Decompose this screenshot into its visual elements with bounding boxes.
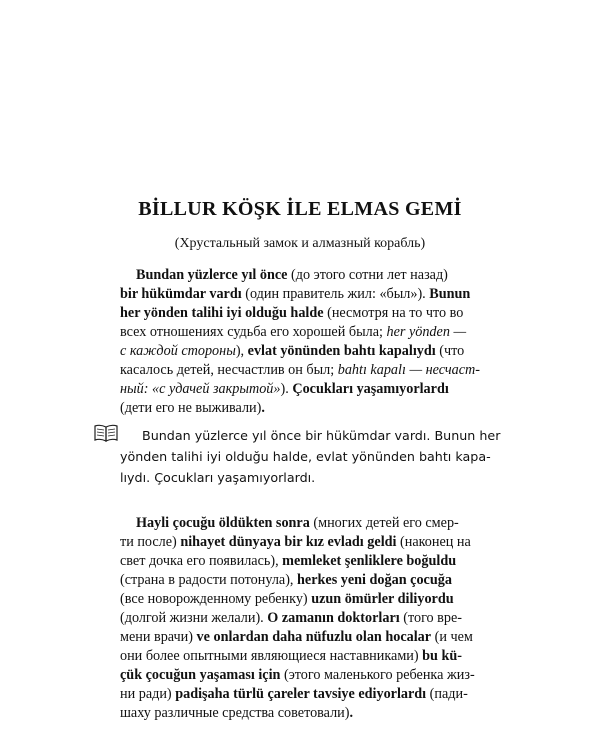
text-line (120, 666, 480, 685)
gloss-text: (долгой жизни желали). (120, 610, 268, 626)
gloss-text: всех отношениях судьба его хорошей была; (120, 324, 387, 340)
bold-text: bir hükümdar vardı (120, 286, 242, 302)
gloss-text: (что (435, 343, 465, 359)
gloss-text: они более опытными являющиеся наставниками) (120, 648, 423, 664)
text-line (120, 285, 480, 304)
text-line (120, 323, 480, 342)
gloss-text: (многих детей его смер- (309, 515, 459, 531)
gloss-text: (того вре- (399, 610, 462, 626)
bold-text: Hayli çocuğu öldükten sonra (136, 515, 310, 531)
bold-text: Çocukları yaşamıyorlardı (292, 381, 449, 397)
italic-text: her yönden — (386, 324, 467, 340)
gloss-text: (все новорожденному ребенку) (120, 591, 312, 607)
gloss-text: шаху различные средства советовали) (120, 705, 350, 721)
bold-text: Bunun (429, 286, 471, 302)
open-book-icon (93, 423, 119, 443)
italic-text: bahtı kapalı — несчаст- (337, 362, 480, 378)
text-line (120, 514, 480, 533)
bold-text: herkes yeni doğan çocuğa (297, 572, 452, 588)
gloss-text: (до этого сотни лет назад) (287, 267, 448, 283)
bold-text: ve onlardan daha nüfuzlu olan hocalar (196, 629, 432, 645)
gloss-text: ни ради) (120, 686, 176, 702)
gloss-text: ти после) (120, 534, 181, 550)
text-line (120, 609, 480, 628)
reading-paragraph (120, 425, 501, 488)
text-line (120, 628, 480, 647)
bold-text: memleket şenliklere boğuldu (282, 553, 457, 569)
gloss-text: мени врачи) (120, 629, 197, 645)
bold-text: bu kü- (422, 648, 463, 664)
italic-text: ный: «с удачей закрытой» (120, 381, 281, 397)
text-line (120, 361, 480, 380)
text-line (120, 399, 480, 418)
gloss-text: (страна в радости потонула), (120, 572, 298, 588)
chapter-subtitle: (Хрустальный замок и алмазный корабль) (174, 236, 426, 251)
gloss-text: касалось детей, несчастлив он был; (120, 362, 338, 378)
gloss-text: ), (235, 343, 248, 359)
bold-text: padişaha türlü çareler tavsiye ediyorlardı (175, 686, 427, 702)
text-line (120, 304, 480, 323)
bold-text: her yönden talihi iyi olduğu halde (120, 305, 324, 321)
gloss-text: свет дочка его появилась), (120, 553, 283, 569)
bold-text: evlat yönünden bahtı kapalıydı (247, 343, 436, 359)
gloss-text: (несмотря на то что во (323, 305, 464, 321)
text-line (120, 533, 480, 552)
italic-text: с каждой стороны (120, 343, 236, 359)
text-line (120, 571, 480, 590)
bold-text: O zamanın doktorları (267, 610, 400, 626)
gloss-text: ). (280, 381, 293, 397)
text-line (120, 342, 480, 361)
bold-text: çük çocuğun yaşaması için (120, 667, 281, 683)
text-line (120, 647, 480, 666)
text-line: yönden talihi iyi olduğu halde, evlat yönünden bahtı kapa- (120, 449, 491, 464)
glossed-paragraph-1 (120, 266, 480, 418)
text-line (120, 590, 480, 609)
gloss-text: (наконец на (396, 534, 471, 550)
gloss-text: (дети его не выживали) (120, 400, 262, 416)
text-line: Bundan yüzlerce yıl önce bir hükümdar vardı. Bunun her (142, 428, 501, 443)
bold-text: . (349, 705, 354, 721)
bold-text: . (261, 400, 265, 416)
bold-text: Bundan yüzlerce yıl önce (136, 267, 288, 283)
gloss-text: (один правитель жил: «был»). (241, 286, 430, 302)
text-line (120, 685, 480, 704)
text-line (120, 704, 480, 723)
gloss-text: (пади- (426, 686, 468, 702)
bold-text: nihayet dünyaya bir kız evladı geldi (180, 534, 397, 550)
bold-text: uzun ömürler diliyordu (311, 591, 454, 607)
glossed-paragraph-2 (120, 514, 480, 723)
text-line: lıydı. Çocukları yaşamıyorlardı. (120, 470, 316, 485)
text-line (120, 266, 480, 285)
text-line (120, 380, 480, 399)
chapter-title: BİLLUR KÖŞK İLE ELMAS GEMİ (138, 198, 462, 220)
gloss-text: (этого маленького ребенка жиз- (280, 667, 475, 683)
text-line (120, 552, 480, 571)
gloss-text: (и чем (431, 629, 473, 645)
